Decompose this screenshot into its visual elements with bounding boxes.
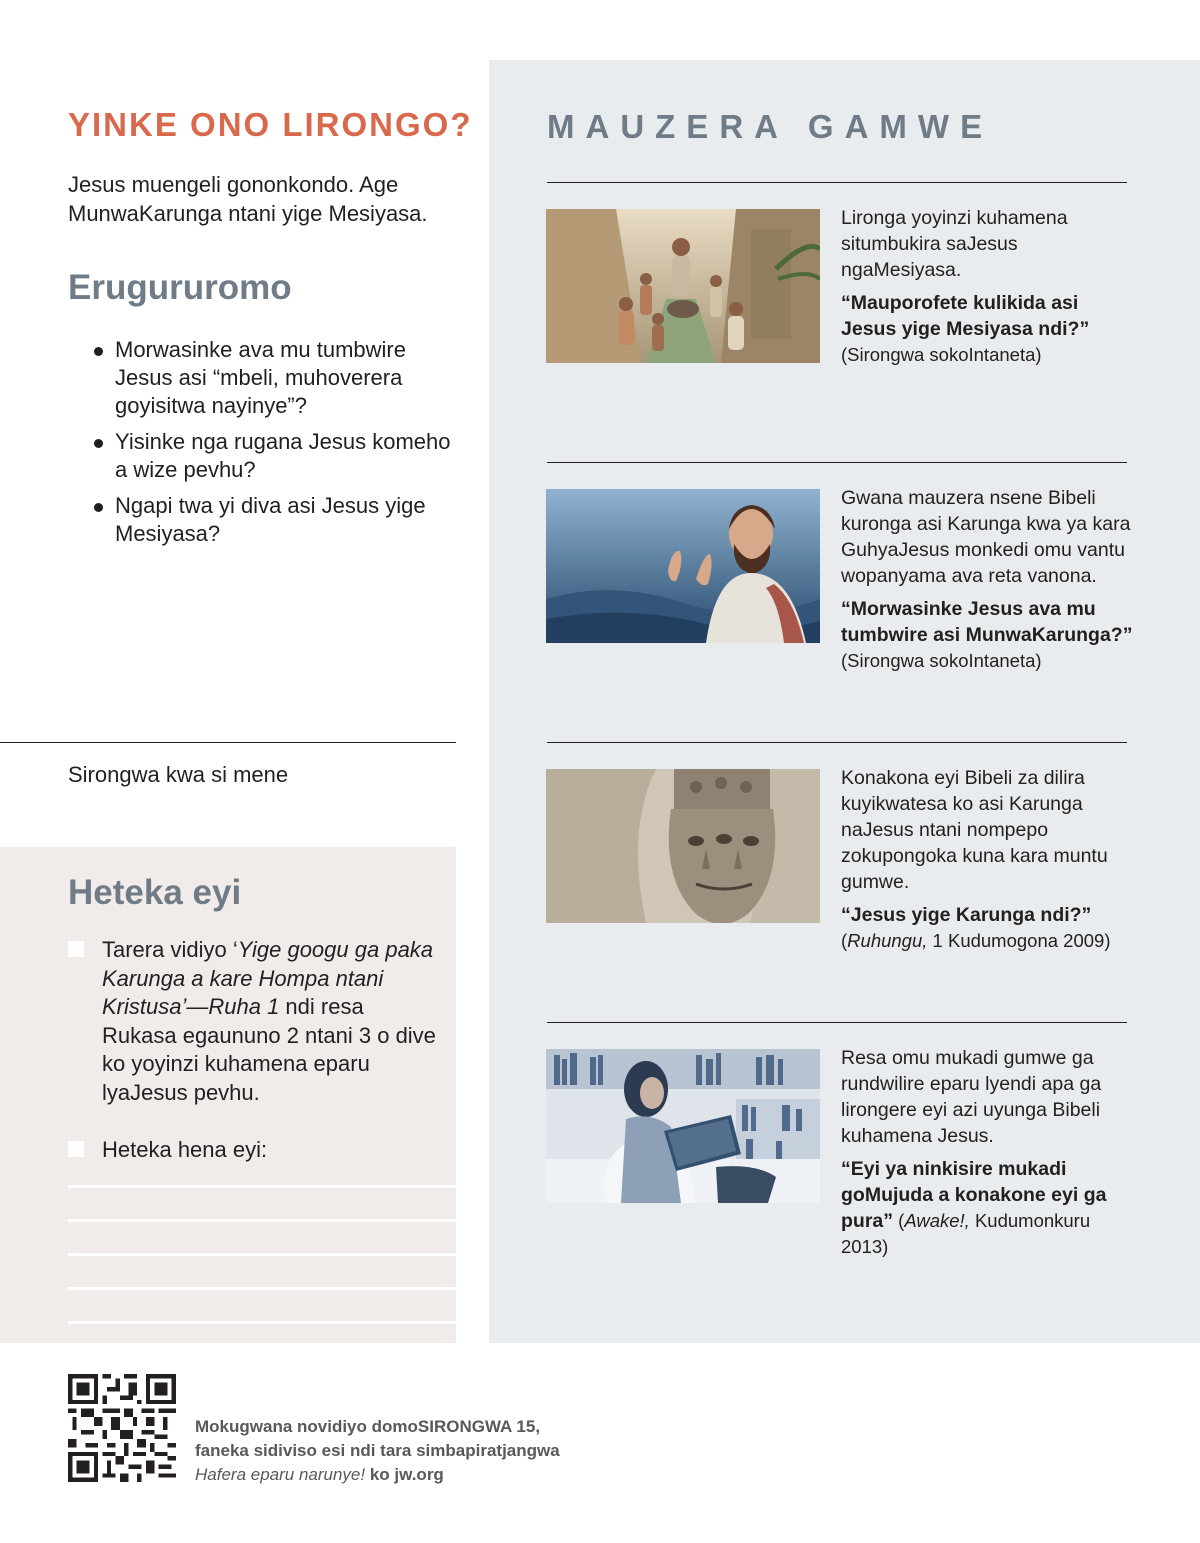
footer-text [195,1415,615,1487]
more-info-panel [489,60,1200,1343]
review-question: Morwasinke ava mu tumbwire Jesus asi “mbeli, muhoverera goyisitwa nayinye”? [92,336,452,420]
footer-line: Hafera eparu narunye! ko jw.org [195,1465,444,1484]
entry-citation: “Jesus yige Karunga ndi?” (Ruhungu, 1 Kudumogona 2009) [841,904,1111,951]
writing-line[interactable] [68,1185,456,1188]
task-text: Heteka hena eyi: [102,1137,268,1162]
more-info-title: MAUZERA GAMWE [547,108,994,145]
divider [547,1022,1127,1023]
divider [547,462,1127,463]
entry-description: Resa omu mukadi gumwe ga rundwilire eparu lyendi apa ga lirongere eyi azi uyunga Bibeli kuhamena Jesus. [841,1047,1102,1147]
qr-code-icon[interactable] [68,1374,176,1482]
entry-citation: “Mauporofete kulikida asi Jesus yige Mesiyasa ndi?” (Sirongwa sokoIntaneta) [841,292,1090,365]
jesus-praying-image [546,489,820,643]
task-box [0,847,456,1343]
writing-line[interactable] [68,1219,456,1222]
checkbox[interactable] [68,941,84,957]
entry-citation: “Morwasinke Jesus ava mu tumbwire asi MunwaKarunga?” (Sirongwa sokoIntaneta) [841,598,1133,671]
footer-line: Mokugwana novidiyo domoSIRONGWA 15, [195,1417,541,1436]
summary-text: Jesus muengeli gononkondo. Age MunwaKarunga ntani yige Mesiyasa. [68,172,428,226]
entry-description: Gwana mauzera nsene Bibeli kuronga asi Karunga kwa ya kara GuhyaJesus monkedi omu vantu wopanyama ava reta vanona. [841,487,1131,587]
footer-line: faneka sidiviso esi ndi tara simbapiratjangwa [195,1441,560,1460]
entry-3 [841,765,1133,954]
notes-label: Sirongwa kwa si mene [68,762,289,787]
checkbox[interactable] [68,1141,84,1157]
writing-line[interactable] [68,1321,456,1324]
entry-description: Lironga yoyinzi kuhamena situmbukira saJesus ngaMesiyasa. [841,207,1068,281]
summary-title: YINKE ONO LIRONGO? [68,106,473,143]
website-link[interactable]: ko jw.org [365,1465,444,1484]
video-title: Yige googu ga paka Karunga a kare Hompa ntani Kristusa’—Ruha 1 [102,937,434,1019]
review-questions [92,336,452,556]
review-question: Yisinke nga rugana Jesus komeho a wize pevhu? [92,428,452,484]
divider [0,742,456,743]
divider [547,742,1127,743]
writing-line[interactable] [68,1253,456,1256]
writing-line[interactable] [68,1287,456,1290]
entry-2 [841,485,1133,674]
entry-description: Konakona eyi Bibeli za dilira kuyikwatesa ko asi Karunga naJesus ntani nompepo zokupongoka kuna kara muntu gumwe. [841,767,1108,893]
entry-4 [841,1045,1133,1260]
review-title: Erugururomo [68,268,292,307]
task-item-1 [68,936,438,1107]
task-title: Heteka eyi [68,873,242,912]
entry-1 [841,205,1133,368]
entry-citation: “Eyi ya ninkisire mukadi goMujuda a konakone eyi ga pura” (Awake!, Kudumonkuru 2013) [841,1158,1107,1257]
woman-reading-image [546,1049,820,1203]
review-question: Ngapi twa yi diva asi Jesus yige Mesiyasa? [92,492,452,548]
trinity-carving-image [546,769,820,923]
divider [547,182,1127,183]
task-text: Tarera vidiyo ‘Yige googu ga paka Karunga a kare Hompa ntani Kristusa’—Ruha 1 ndi resa Rukasa egaununo 2 ntani 3 o dive ko yoyinzi kuhamena eparu lyaJesus pevhu. [102,937,436,1105]
task-item-2 [68,1136,438,1165]
jesus-entering-jerusalem-image [546,209,820,363]
